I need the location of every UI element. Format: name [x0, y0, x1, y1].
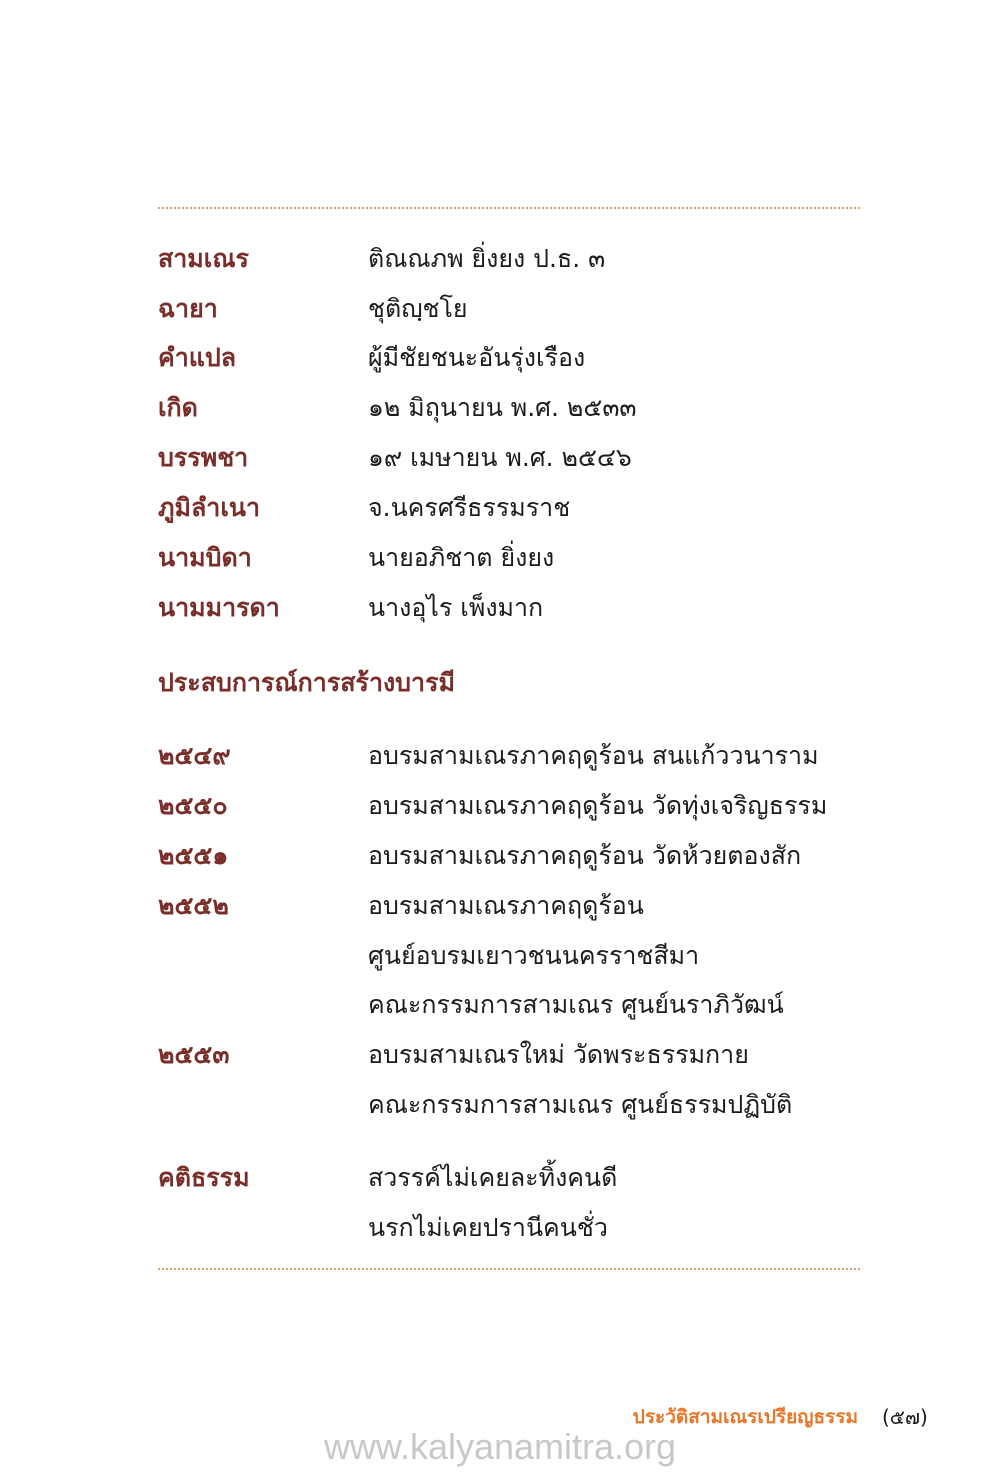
- experience-line: อบรมสามเณรใหม่ วัดพระธรรมกาย: [368, 1040, 749, 1069]
- page-number: (๕๗): [882, 1405, 928, 1429]
- experience-entry-2552-line-2: [158, 933, 699, 979]
- experience-line: คณะกรรมการสามเณร ศูนย์นราภิวัฒน์: [368, 990, 784, 1019]
- profile-row-meaning: [158, 335, 585, 381]
- experience-line: อบรมสามเณรภาคฤดูร้อน วัดห้วยตองสัก: [368, 841, 802, 870]
- profile-value: ชุติญฺชโย: [368, 294, 468, 323]
- profile-value: นางอุไร เพ็งมาก: [368, 593, 544, 622]
- profile-label: นามบิดา: [158, 543, 252, 572]
- motto-row-2: [158, 1205, 608, 1251]
- profile-value: ๑๙ เมษายน พ.ศ. ๒๕๔๖: [368, 443, 632, 472]
- profile-value: ติณณภพ ยิ่งยง ป.ธ. ๓: [368, 244, 606, 273]
- profile-row-mother: [158, 585, 543, 631]
- profile-row-novice: [158, 236, 605, 282]
- experience-entry-2553-line-2: [158, 1082, 792, 1128]
- top-dotted-divider: [158, 207, 860, 209]
- motto-label: คติธรรม: [158, 1163, 250, 1192]
- experience-year: ๒๕๕๐: [158, 791, 228, 820]
- experience-line: คณะกรรมการสามเณร ศูนย์ธรรมปฏิบัติ: [368, 1090, 793, 1119]
- experience-year: ๒๕๕๓: [158, 1040, 230, 1069]
- profile-row-ordination: [158, 435, 632, 481]
- profile-label: สามเณร: [158, 244, 249, 273]
- watermark-url: www.kalyanamitra.org: [323, 1426, 677, 1467]
- profile-value: ผู้มีชัยชนะอันรุ่งเรือง: [368, 343, 586, 372]
- experience-year: ๒๕๔๙: [158, 741, 231, 770]
- experience-line: อบรมสามเณรภาคฤดูร้อน วัดทุ่งเจริญธรรม: [368, 791, 828, 820]
- experience-entry-2549: [158, 733, 819, 779]
- motto-line: สวรรค์ไม่เคยละทิ้งคนดี: [368, 1163, 618, 1192]
- experience-line: อบรมสามเณรภาคฤดูร้อน สนแก้ววนาราม: [368, 741, 819, 770]
- profile-label: คำแปล: [158, 343, 237, 372]
- experience-heading: ประสบการณ์การสร้างบารมี: [158, 668, 455, 697]
- motto-line: นรกไม่เคยปรานีคนชั่ว: [368, 1213, 608, 1242]
- experience-entry-2550: [158, 783, 827, 829]
- experience-year: ๒๕๕๑: [158, 841, 229, 870]
- experience-entry-2552: [158, 883, 644, 929]
- profile-row-father: [158, 535, 554, 581]
- profile-value: ๑๒ มิถุนายน พ.ศ. ๒๕๓๓: [368, 393, 637, 422]
- motto-row: [158, 1155, 617, 1201]
- experience-entry-2553: [158, 1032, 749, 1078]
- profile-row-birth: [158, 385, 637, 431]
- profile-value: นายอภิชาต ยิ่งยง: [368, 543, 555, 572]
- bottom-dotted-divider: [158, 1268, 860, 1270]
- profile-label: บรรพชา: [158, 443, 249, 472]
- footer-book-title: ประวัติสามเณรเปรียญธรรม: [632, 1406, 858, 1428]
- profile-row-ordination-name: [158, 286, 468, 332]
- profile-row-hometown: [158, 485, 570, 531]
- experience-line: ศูนย์อบรมเยาวชนนครราชสีมา: [368, 941, 700, 970]
- profile-label: นามมารดา: [158, 593, 280, 622]
- experience-year: ๒๕๕๒: [158, 891, 229, 920]
- experience-entry-2551: [158, 833, 801, 879]
- experience-line: อบรมสามเณรภาคฤดูร้อน: [368, 891, 644, 920]
- profile-label: ภูมิลำเนา: [158, 493, 260, 522]
- profile-label: เกิด: [158, 393, 198, 422]
- profile-value: จ.นครศรีธรรมราช: [368, 493, 571, 522]
- profile-label: ฉายา: [158, 294, 218, 323]
- experience-entry-2552-line-3: [158, 982, 784, 1028]
